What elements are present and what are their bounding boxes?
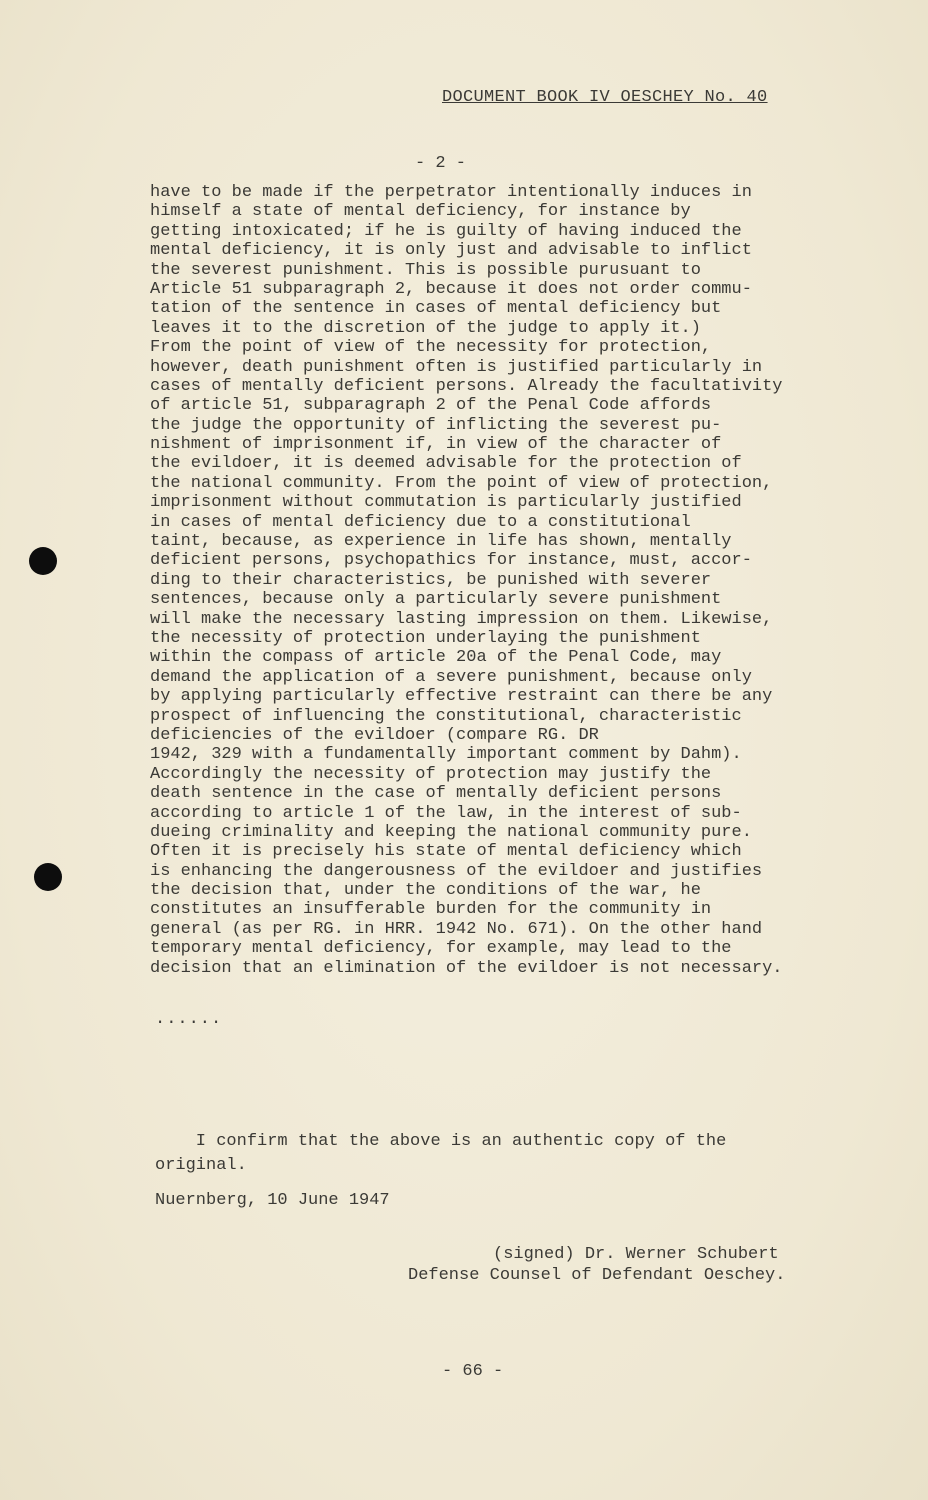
text-line: the decision that, under the conditions of the war, he (150, 881, 701, 901)
place-date: Nuernberg, 10 June 1947 (155, 1191, 390, 1210)
text-line: leaves it to the discretion of the judge to apply it.) (150, 318, 701, 338)
certification-line: original. (155, 1156, 247, 1175)
document-book-label: DOCUMENT BOOK IV OESCHEY No. 40 (442, 88, 768, 107)
text-line: temporary mental deficiency, for example, may lead to the (150, 939, 732, 959)
text-line: cases of mentally deficient persons. Already the facultativity (150, 376, 783, 396)
signature-block (408, 1244, 785, 1286)
text-line: the judge the opportunity of inflicting the severest pu- (150, 415, 722, 435)
text-line: sentences, because only a particularly severe punishment (150, 590, 722, 610)
text-line: tation of the sentence in cases of mental deficiency but (150, 299, 722, 319)
text-line: ding to their characteristics, be punished with severer (150, 570, 712, 590)
omission-marker: ...... (155, 1010, 223, 1029)
text-line: getting intoxicated; if he is guilty of having induced the (150, 221, 742, 241)
text-line: will make the necessary lasting impression on them. Likewise, (150, 609, 773, 629)
text-line: deficient persons, psychopathics for instance, must, accor- (150, 551, 752, 571)
text-line: within the compass of article 20a of the Penal Code, may (150, 648, 722, 668)
text-line: From the point of view of the necessity for protection, (150, 338, 712, 358)
text-line: Article 51 subparagraph 2, because it does not order commu- (150, 279, 752, 299)
certification-statement (155, 1130, 855, 1178)
text-line: Accordingly the necessity of protection may justify the (150, 764, 712, 784)
text-line: however, death punishment often is justified particularly in (150, 357, 763, 377)
signer-role: Defense Counsel of Defendant Oeschey. (408, 1266, 786, 1285)
text-line: deficiencies of the evildoer (compare RG. DR (150, 725, 599, 745)
text-line: the necessity of protection underlaying the punishment (150, 628, 701, 648)
certification-line: I confirm that the above is an authentic copy of the (155, 1132, 727, 1151)
text-line: demand the application of a severe punishment, because only (150, 667, 752, 687)
punch-hole (29, 547, 57, 575)
text-line: the severest punishment. This is possible purusuant to (150, 260, 701, 280)
text-line: nishment of imprisonment if, in view of the character of (150, 435, 722, 455)
text-line: have to be made if the perpetrator intentionally induces in (150, 183, 752, 202)
text-line: by applying particularly effective restraint can there be any (150, 687, 773, 707)
signed-by: (signed) Dr. Werner Schubert (493, 1245, 779, 1264)
text-line: prospect of influencing the constitutional, characteristic (150, 706, 742, 726)
text-line: mental deficiency, it is only just and advisable to inflict (150, 241, 752, 261)
text-line: constitutes an insufferable burden for the community in (150, 900, 712, 920)
page-marker: - 2 - (415, 154, 467, 173)
page-number: - 66 - (442, 1362, 504, 1381)
text-line: death sentence in the case of mentally deficient persons (150, 784, 722, 804)
text-line: is enhancing the dangerousness of the evildoer and justifies (150, 861, 763, 881)
text-line: decision that an elimination of the evildoer is not necessary. (150, 958, 783, 978)
text-line: himself a state of mental deficiency, for instance by (150, 202, 691, 222)
text-line: in cases of mental deficiency due to a constitutional (150, 512, 691, 532)
text-line: taint, because, as experience in life has shown, mentally (150, 532, 732, 552)
text-line: general (as per RG. in HRR. 1942 No. 671). On the other hand (150, 919, 763, 939)
text-line: the evildoer, it is deemed advisable for the protection of (150, 454, 742, 474)
body-text (150, 183, 900, 978)
text-line: Often it is precisely his state of mental deficiency which (150, 842, 742, 862)
text-line: 1942, 329 with a fundamentally important comment by Dahm). (150, 745, 742, 765)
text-line: dueing criminality and keeping the national community pure. (150, 822, 752, 842)
text-line: according to article 1 of the law, in the interest of sub- (150, 803, 742, 823)
punch-hole (34, 863, 62, 891)
text-line: the national community. From the point of view of protection, (150, 473, 773, 493)
text-line: imprisonment without commutation is particularly justified (150, 493, 742, 513)
text-line: of article 51, subparagraph 2 of the Penal Code affords (150, 396, 712, 416)
